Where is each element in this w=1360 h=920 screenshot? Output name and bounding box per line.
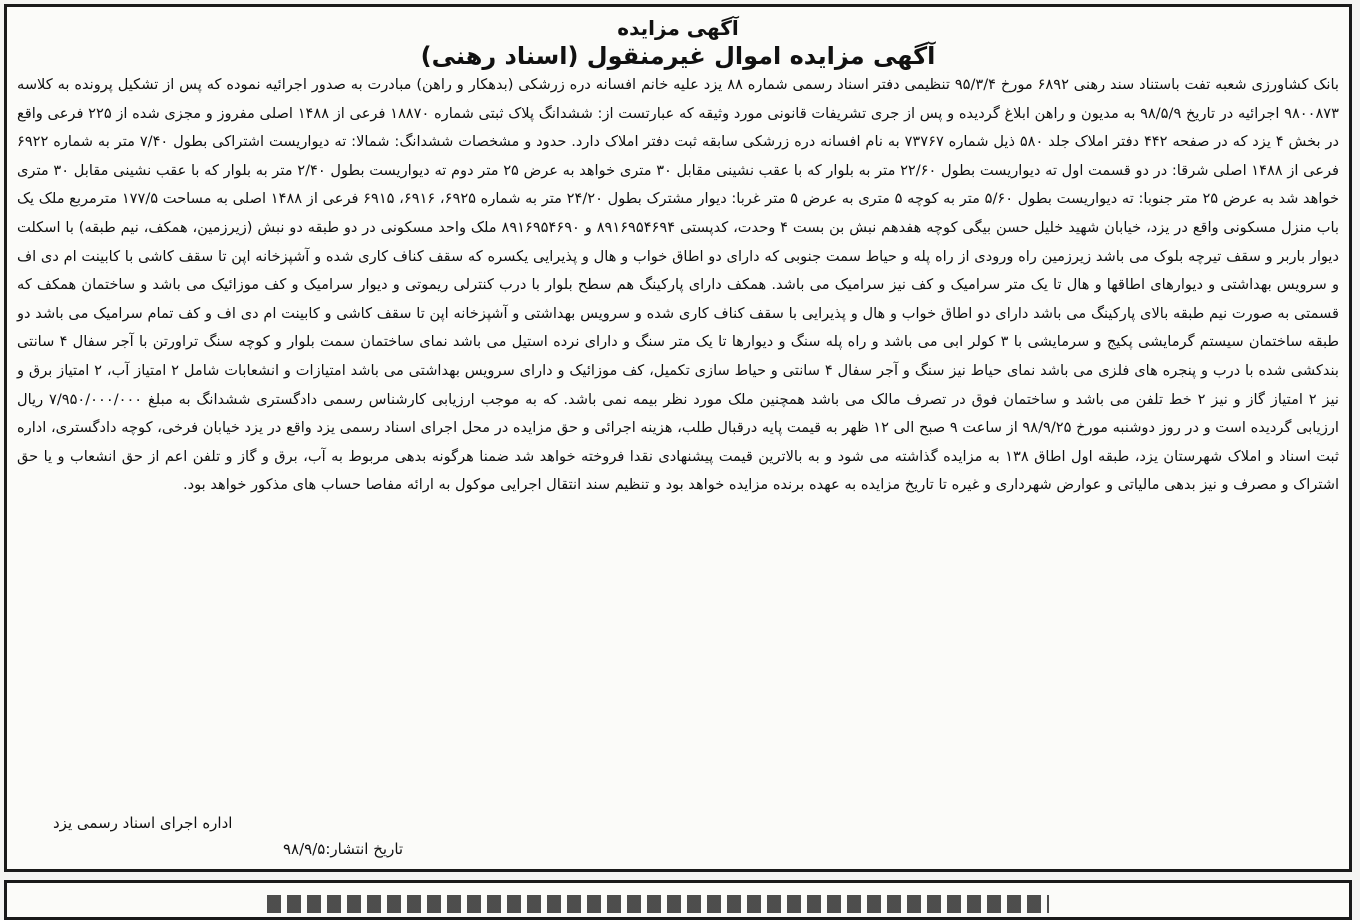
- cutoff-heading: [267, 895, 1049, 913]
- notice-footer: [23, 811, 1333, 863]
- notice-body: بانک کشاورزی شعبه تفت باستناد سند رهنی ۶۸۹۲ مورخ ۹۵/۳/۴ تنظیمی دفتر اسناد رسمی شماره ۸۸ یزد علیه خانم افسانه دره زرشکی (بدهکار و راهن) مبادرت به صدور اجرائیه نموده که پس از تشکیل پرونده به کلاسه ۹۸۰۰۸۷۳ اجرائیه در تاریخ ۹۸/۵/۹ به مدیون و راهن ابلاغ گردیده و پس از جری تشریفات قانونی مورد وثیقه که عبارتست از: ششدانگ پلاک ثبتی شماره ۱۸۸۷۰ فرعی از ۱۴۸۸ اصلی مفروز و مجزی شده از ۲۲۵ فرعی واقع در بخش ۴ یزد که در صفحه ۴۴۲ دفتر املاک جلد ۵۸۰ ذیل شماره ۷۳۷۶۷ به نام افسانه دره زرشکی سابقه ثبت دفتر املاک دارد. حدود و مشخصات ششدانگ: شمالا: ته دیواریست اشتراکی بطول ۷/۴۰ متر به شماره ۶۹۲۲ فرعی از ۱۴۸۸ اصلی شرقا: در دو قسمت اول ته دیواریست بطول ۲۲/۶۰ متر به بلوار که با عقب نشینی مقابل ۳۰ متری خواهد به عرض ۲۵ متر دوم ته دیواریست بطول ۲/۴۰ متر به بلوار که با عقب نشینی مقابل ۳۰ متری خواهد شد به عرض ۲۵ متر جنوبا: ته دیواریست بطول ۵/۶۰ متر به کوچه ۵ متری به عرض ۵ متر غربا: دیوار مشترک بطول ۲۴/۲۰ متر به شماره ۶۹۲۵، ۶۹۱۶، ۶۹۱۵ فرعی از ۱۴۸۸ اصلی به مساحت ۱۷۷/۵ مترمربع ملک یک باب منزل مسکونی واقع در یزد، خیابان شهید خلیل حسن بیگی کوچه هفدهم نبش بن بست ۴ وحدت، کدپستی ۸۹۱۶۹۵۴۶۹۴ و ۸۹۱۶۹۵۴۶۹۰ ملک واحد مسکونی در دو طبقه دو نبش (زیرزمین، همکف، نیم طبقه) با اسکلت دیوار باربر و سقف تیرچه بلوک می باشد زیرزمین راه ورودی از راه پله و حیاط سمت جنوبی که دارای دو اطاق خواب و هال و پذیرایی یکسره که سقف کناف کاری شده و آشپزخانه اپن تا سقف کاشی با کابینت ام دی اف و سرویس بهداشتی و دیوارهای اطاقها و هال تا یک متر سرامیک و کف نیز سرامیک می باشد. همکف دارای پارکینگ هم سطح بلوار با درب کنترلی ریموتی و دیوار سرامیک و کف موزائیک می باشد و ساختمان همکف که قسمتی به صورت نیم طبقه بالای پارکینگ می باشد دارای دو اطاق خواب و هال و پذیرایی با سقف کناف کاری شده و سرویس بهداشتی و آشپزخانه اپن تا سقف کاشی و کابینت ام دی اف و کف تمام سرامیک می باشد دو طبقه ساختمان سیستم گرمایشی پکیج و سرمایشی با ۳ کولر ابی می باشد و راه پله سنگ و دیوارها تا یک متر سنگ و دارای نرده استیل می باشد نمای ساختمان سمت بلوار و کوچه سنگ تراورتن با آجر سفال ۴ سانتی بندکشی شده با درب و پنجره های فلزی می باشد نمای حیاط نیز سنگ و آجر سفال ۴ سانتی و حیاط سازی تکمیل، کف موزائیک و دارای سرویس بهداشتی می باشد امتیازات و انشعابات شامل ۲ امتیاز آب، ۲ امتیاز برق و نیز ۲ امتیاز گاز و نیز ۲ خط تلفن می باشد و ساختمان فوق در تصرف مالک می باشد همچنین ملک مورد نظر بیمه نمی باشد. که به موجب ارزیابی کارشناس رسمی دادگستری ششدانگ به مبلغ ۷/۹۵۰/۰۰۰/۰۰۰ ریال ارزیابی گردیده است و در روز دوشنبه مورخ ۹۸/۹/۲۵ از ساعت ۹ صبح الی ۱۲ ظهر به قیمت پایه درقبال طلب، هزینه اجرائی و حق مزایده در محل اجرای اسناد رسمی یزد واقع در یزد خیابان فرخی، کوچه دادگستری، اداره ثبت اسناد و املاک شهرستان یزد، طبقه اول اطاق ۱۳۸ به مزایده گذاشته می شود و به بالاترین قیمت پیشنهادی نقدا فروخته خواهد شد ضمنا هرگونه بدهی مربوط به آب، برق و گاز و تلفن اعم از حق انشعاب و یا حق اشتراک و مصرف و نیز بدهی مالیاتی و عوارض شهرداری و غیره تا تاریخ مزایده به عهده برنده مزایده خواهد بود و تنظیم سند انتقال اجرایی موکول به ارائه مفاصا حساب های مذکور خواهد بود.: [17, 76, 1339, 494]
- next-notice-cutoff: [4, 880, 1352, 920]
- issuing-office: اداره اجرای اسناد رسمی یزد: [53, 814, 233, 832]
- publish-date: تاریخ انتشار:۹۸/۹/۵: [283, 840, 404, 858]
- auction-notice: [4, 4, 1352, 872]
- notice-subtitle: آگهی مزایده اموال غیرمنقول (اسناد رهنی): [420, 42, 936, 70]
- notice-title: آگهی مزایده: [617, 16, 739, 40]
